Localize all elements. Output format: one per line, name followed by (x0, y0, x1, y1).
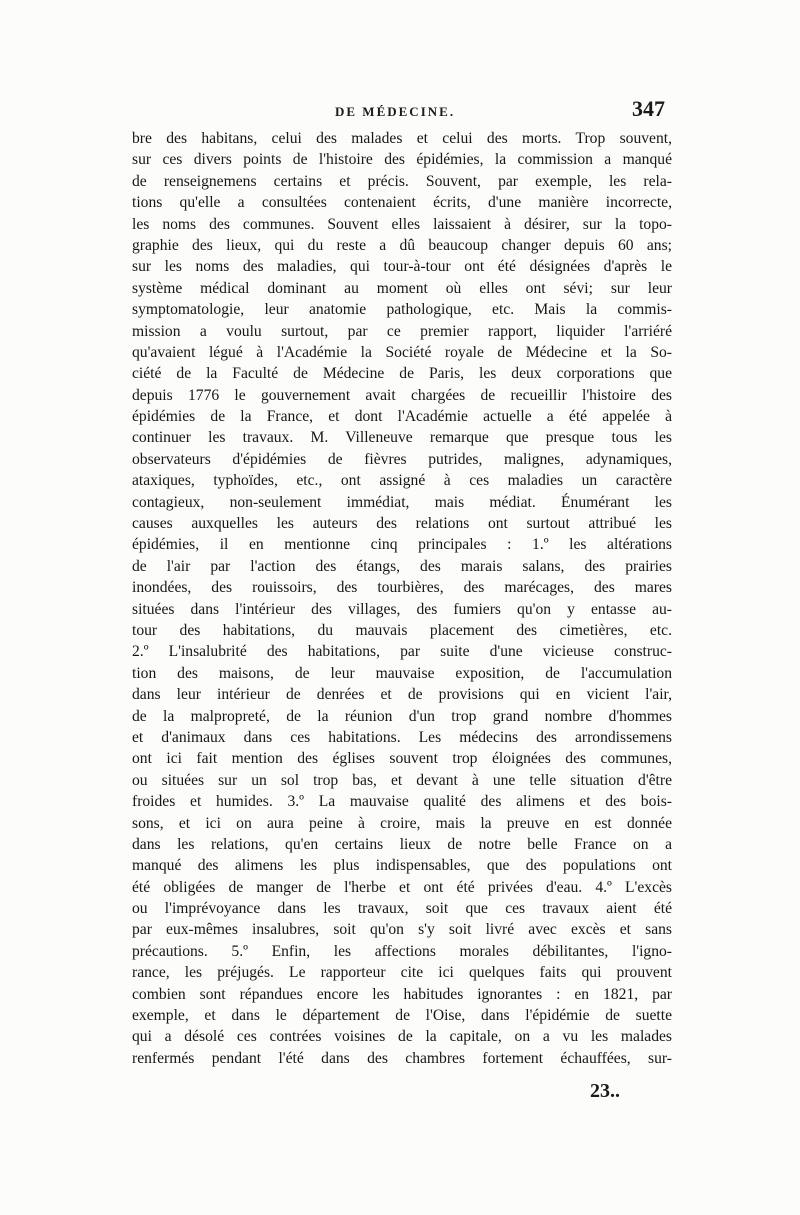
text-line: rance, les préjugés. Le rapporteur cite ici quelques faits qui prouvent (132, 964, 672, 982)
text-line: et d'animaux dans ces habitations. Les médecins des arrondissemens (132, 728, 672, 746)
text-line: ciété de la Faculté de Médecine de Paris, les deux corporations que (132, 365, 672, 383)
text-line: précautions. 5.º Enfin, les affections morales débilitantes, l'igno- (132, 942, 672, 960)
text-line: manqué des alimens les plus indispensables, que des populations ont (132, 857, 672, 875)
text-line: symptomatologie, leur anatomie pathologique, etc. Mais la commis- (132, 301, 672, 319)
text-line: tour des habitations, du mauvais placement des cimetières, etc. (132, 621, 672, 639)
text-line: contagieux, non-seulement immédiat, mais médiat. Énumérant les (132, 493, 672, 511)
text-line: qu'avaient légué à l'Académie la Société royale de Médecine et la So- (132, 343, 672, 361)
text-line: épidémies, il en mentionne cinq principales : 1.º les altérations (132, 536, 672, 554)
text-line: par eux-mêmes insalubres, soit qu'on s'y soit livré avec excès et sans (132, 921, 672, 939)
text-line: situées dans l'intérieur des villages, des fumiers qu'on y entasse au- (132, 600, 672, 618)
text-line: ont ici fait mention des églises souvent trop éloignées des communes, (132, 750, 672, 768)
text-line: de l'air par l'action des étangs, des marais salans, des prairies (132, 557, 672, 575)
body-text (132, 128, 672, 1069)
page-header (130, 96, 670, 130)
text-line: ou l'imprévoyance dans les travaux, soit que ces travaux aient été (132, 900, 672, 918)
text-line: graphie des lieux, qui du reste a dû beaucoup changer depuis 60 ans; (132, 236, 672, 254)
text-line: mission a voulu surtout, par ce premier rapport, liquider l'arriéré (132, 322, 672, 340)
text-line: renfermés pendant l'été dans des chambres fortement échauffées, sur- (132, 1049, 672, 1067)
text-line: système médical dominant au moment où elles ont sévi; sur leur (132, 279, 672, 297)
text-line: exemple, et dans le département de l'Oise, dans l'épidémie de suette (132, 1007, 672, 1025)
text-line: observateurs d'épidémies de fièvres putrides, malignes, adynamiques, (132, 450, 672, 468)
text-line: combien sont répandues encore les habitudes ignorantes : en 1821, par (132, 985, 672, 1003)
text-line: les noms des communes. Souvent elles laissaient à désirer, sur la topo- (132, 215, 672, 233)
signature-mark: 23.. (590, 1080, 620, 1102)
text-line: sons, et ici on aura peine à croire, mais la preuve en est donnée (132, 814, 672, 832)
text-line: ou situées sur un sol trop bas, et devant à une telle situation d'être (132, 771, 672, 789)
text-line: épidémies de la France, et dont l'Académie actuelle a été appelée à (132, 408, 672, 426)
text-line: 2.º L'insalubrité des habitations, par suite d'une vicieuse construc- (132, 643, 672, 661)
text-line: de renseignemens certains et précis. Souvent, par exemple, les rela- (132, 172, 672, 190)
text-line: été obligées de manger de l'herbe et ont été privées d'eau. 4.º L'excès (132, 878, 672, 896)
text-line: qui a désolé ces contrées voisines de la capitale, on a vu les malades (132, 1028, 672, 1046)
text-line: depuis 1776 le gouvernement avait chargées de recueillir l'histoire des (132, 386, 672, 404)
text-line: froides et humides. 3.º La mauvaise qualité des alimens et des bois- (132, 793, 672, 811)
text-line: causes auxquelles les auteurs des relations ont surtout attribué les (132, 515, 672, 533)
text-line: tion des maisons, de leur mauvaise exposition, de l'accumulation (132, 664, 672, 682)
text-line: de la malpropreté, de la réunion d'un trop grand nombre d'hommes (132, 707, 672, 725)
text-line: sur les noms des maladies, qui tour-à-tour ont été désignées d'après le (132, 258, 672, 276)
text-line: dans les relations, qu'en certains lieux de notre belle France on a (132, 835, 672, 853)
text-line: inondées, des rouissoirs, des tourbières, des marécages, des mares (132, 579, 672, 597)
text-line: tions qu'elle a consultées contenaient écrits, d'une manière incorrecte, (132, 194, 672, 212)
text-line: dans leur intérieur de denrées et de provisions qui en vicient l'air, (132, 686, 672, 704)
text-line: continuer les travaux. M. Villeneuve remarque que presque tous les (132, 429, 672, 447)
text-line: ataxiques, typhoïdes, etc., ont assigné à ces maladies un caractère (132, 472, 672, 490)
text-line: sur ces divers points de l'histoire des épidémies, la commission a manqué (132, 151, 672, 169)
text-line: bre des habitans, celui des malades et celui des morts. Trop souvent, (132, 130, 672, 147)
running-head: DE MÉDECINE. (335, 104, 456, 119)
page-number: 347 (632, 96, 665, 121)
